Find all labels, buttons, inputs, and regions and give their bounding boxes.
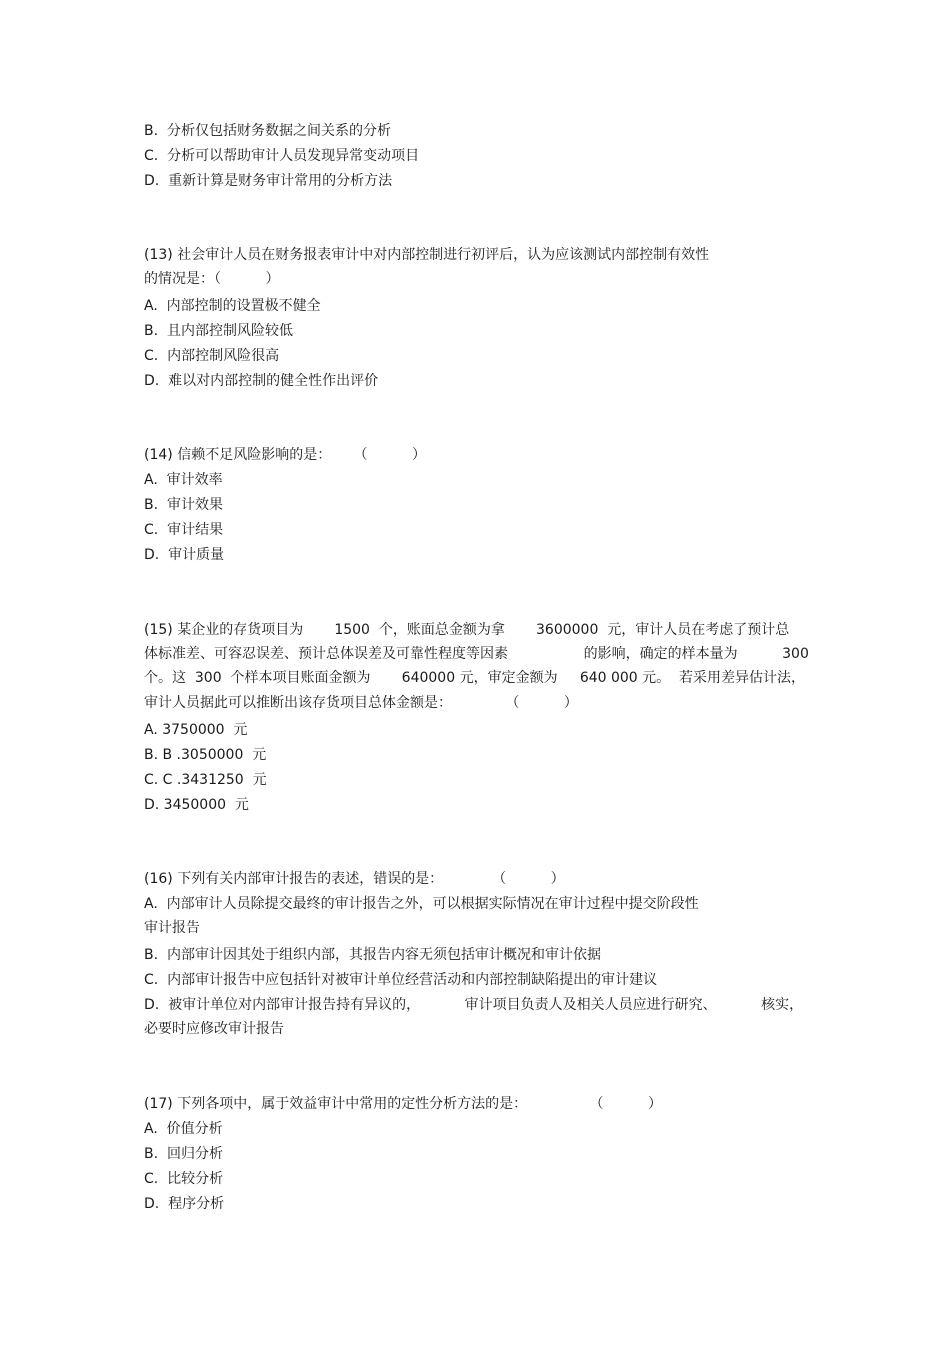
q14-option-d: D. 审计质量 [144,547,225,563]
q16-option-a-line2: 审计报告 [144,920,200,936]
q15-stem-line3: 个。这 300 个样本项目账面金额为 640000 元，审定金额为 640 000 元。 若采用差异估计法， [144,670,806,686]
q16-option-b: B. 内部审计因其处于组织内部，其报告内容无须包括审计概况和审计依据 [144,947,601,963]
q12-option-c: C. 分析可以帮助审计人员发现异常变动项目 [144,148,420,164]
q17-option-c: C. 比较分析 [144,1171,224,1187]
q16-option-a-line1: A. 内部审计人员除提交最终的审计报告之外，可以根据实际情况在审计过程中提交阶段性 [144,896,699,912]
q14-stem: (14) 信赖不足风险影响的是： （ ） [144,447,426,463]
q17-option-a: A. 价值分析 [144,1121,223,1137]
q15-option-c: C. C .3431250 元 [144,772,267,788]
q17-option-d: D. 程序分析 [144,1196,225,1212]
q14-option-c: C. 审计结果 [144,522,224,538]
q16-option-d-line1: D. 被审计单位对内部审计报告持有异议的， 审计项目负责人及相关人员应进行研究、 核实， [144,997,804,1013]
q15-stem-line1: (15) 某企业的存货项目为 1500 个，账面总金额为拿 3600000 元，审计人员在考虑了预计总 [144,622,790,638]
q15-option-d: D. 3450000 元 [144,797,249,813]
q13-stem-line1: (13) 社会审计人员在财务报表审计中对内部控制进行初评后，认为应该测试内部控制有效性 [144,247,710,263]
q14-option-a: A. 审计效率 [144,472,223,488]
q15-option-a: A. 3750000 元 [144,722,248,738]
q13-option-d: D. 难以对内部控制的健全性作出评价 [144,373,379,389]
q16-option-d-line2: 必要时应修改审计报告 [144,1021,284,1037]
q15-stem-line2: 体标准差、可容忍误差、预计总体误差及可靠性程度等因素 的影响，确定的样本量为 300 [144,646,809,662]
q15-option-b: B. B .3050000 元 [144,747,267,763]
q16-stem: (16) 下列有关内部审计报告的表述，错误的是： （ ） [144,871,565,887]
q16-option-c: C. 内部审计报告中应包括针对被审计单位经营活动和内部控制缺陷提出的审计建议 [144,972,658,988]
q15-stem-line4: 审计人员据此可以推断出该存货项目总体金额是： （ ） [144,695,578,711]
q13-option-b: B. 且内部控制风险较低 [144,323,293,339]
q12-option-d: D. 重新计算是财务审计常用的分析方法 [144,173,393,189]
q17-option-b: B. 回归分析 [144,1146,223,1162]
q17-stem: (17) 下列各项中，属于效益审计中常用的定性分析方法的是： （ ） [144,1096,662,1112]
q13-stem-line2: 的情况是：（ ） [144,271,280,287]
q12-option-b: B. 分析仅包括财务数据之间关系的分析 [144,123,391,139]
q13-option-a: A. 内部控制的设置极不健全 [144,298,321,314]
q13-option-c: C. 内部控制风险很高 [144,348,280,364]
q14-option-b: B. 审计效果 [144,497,223,513]
